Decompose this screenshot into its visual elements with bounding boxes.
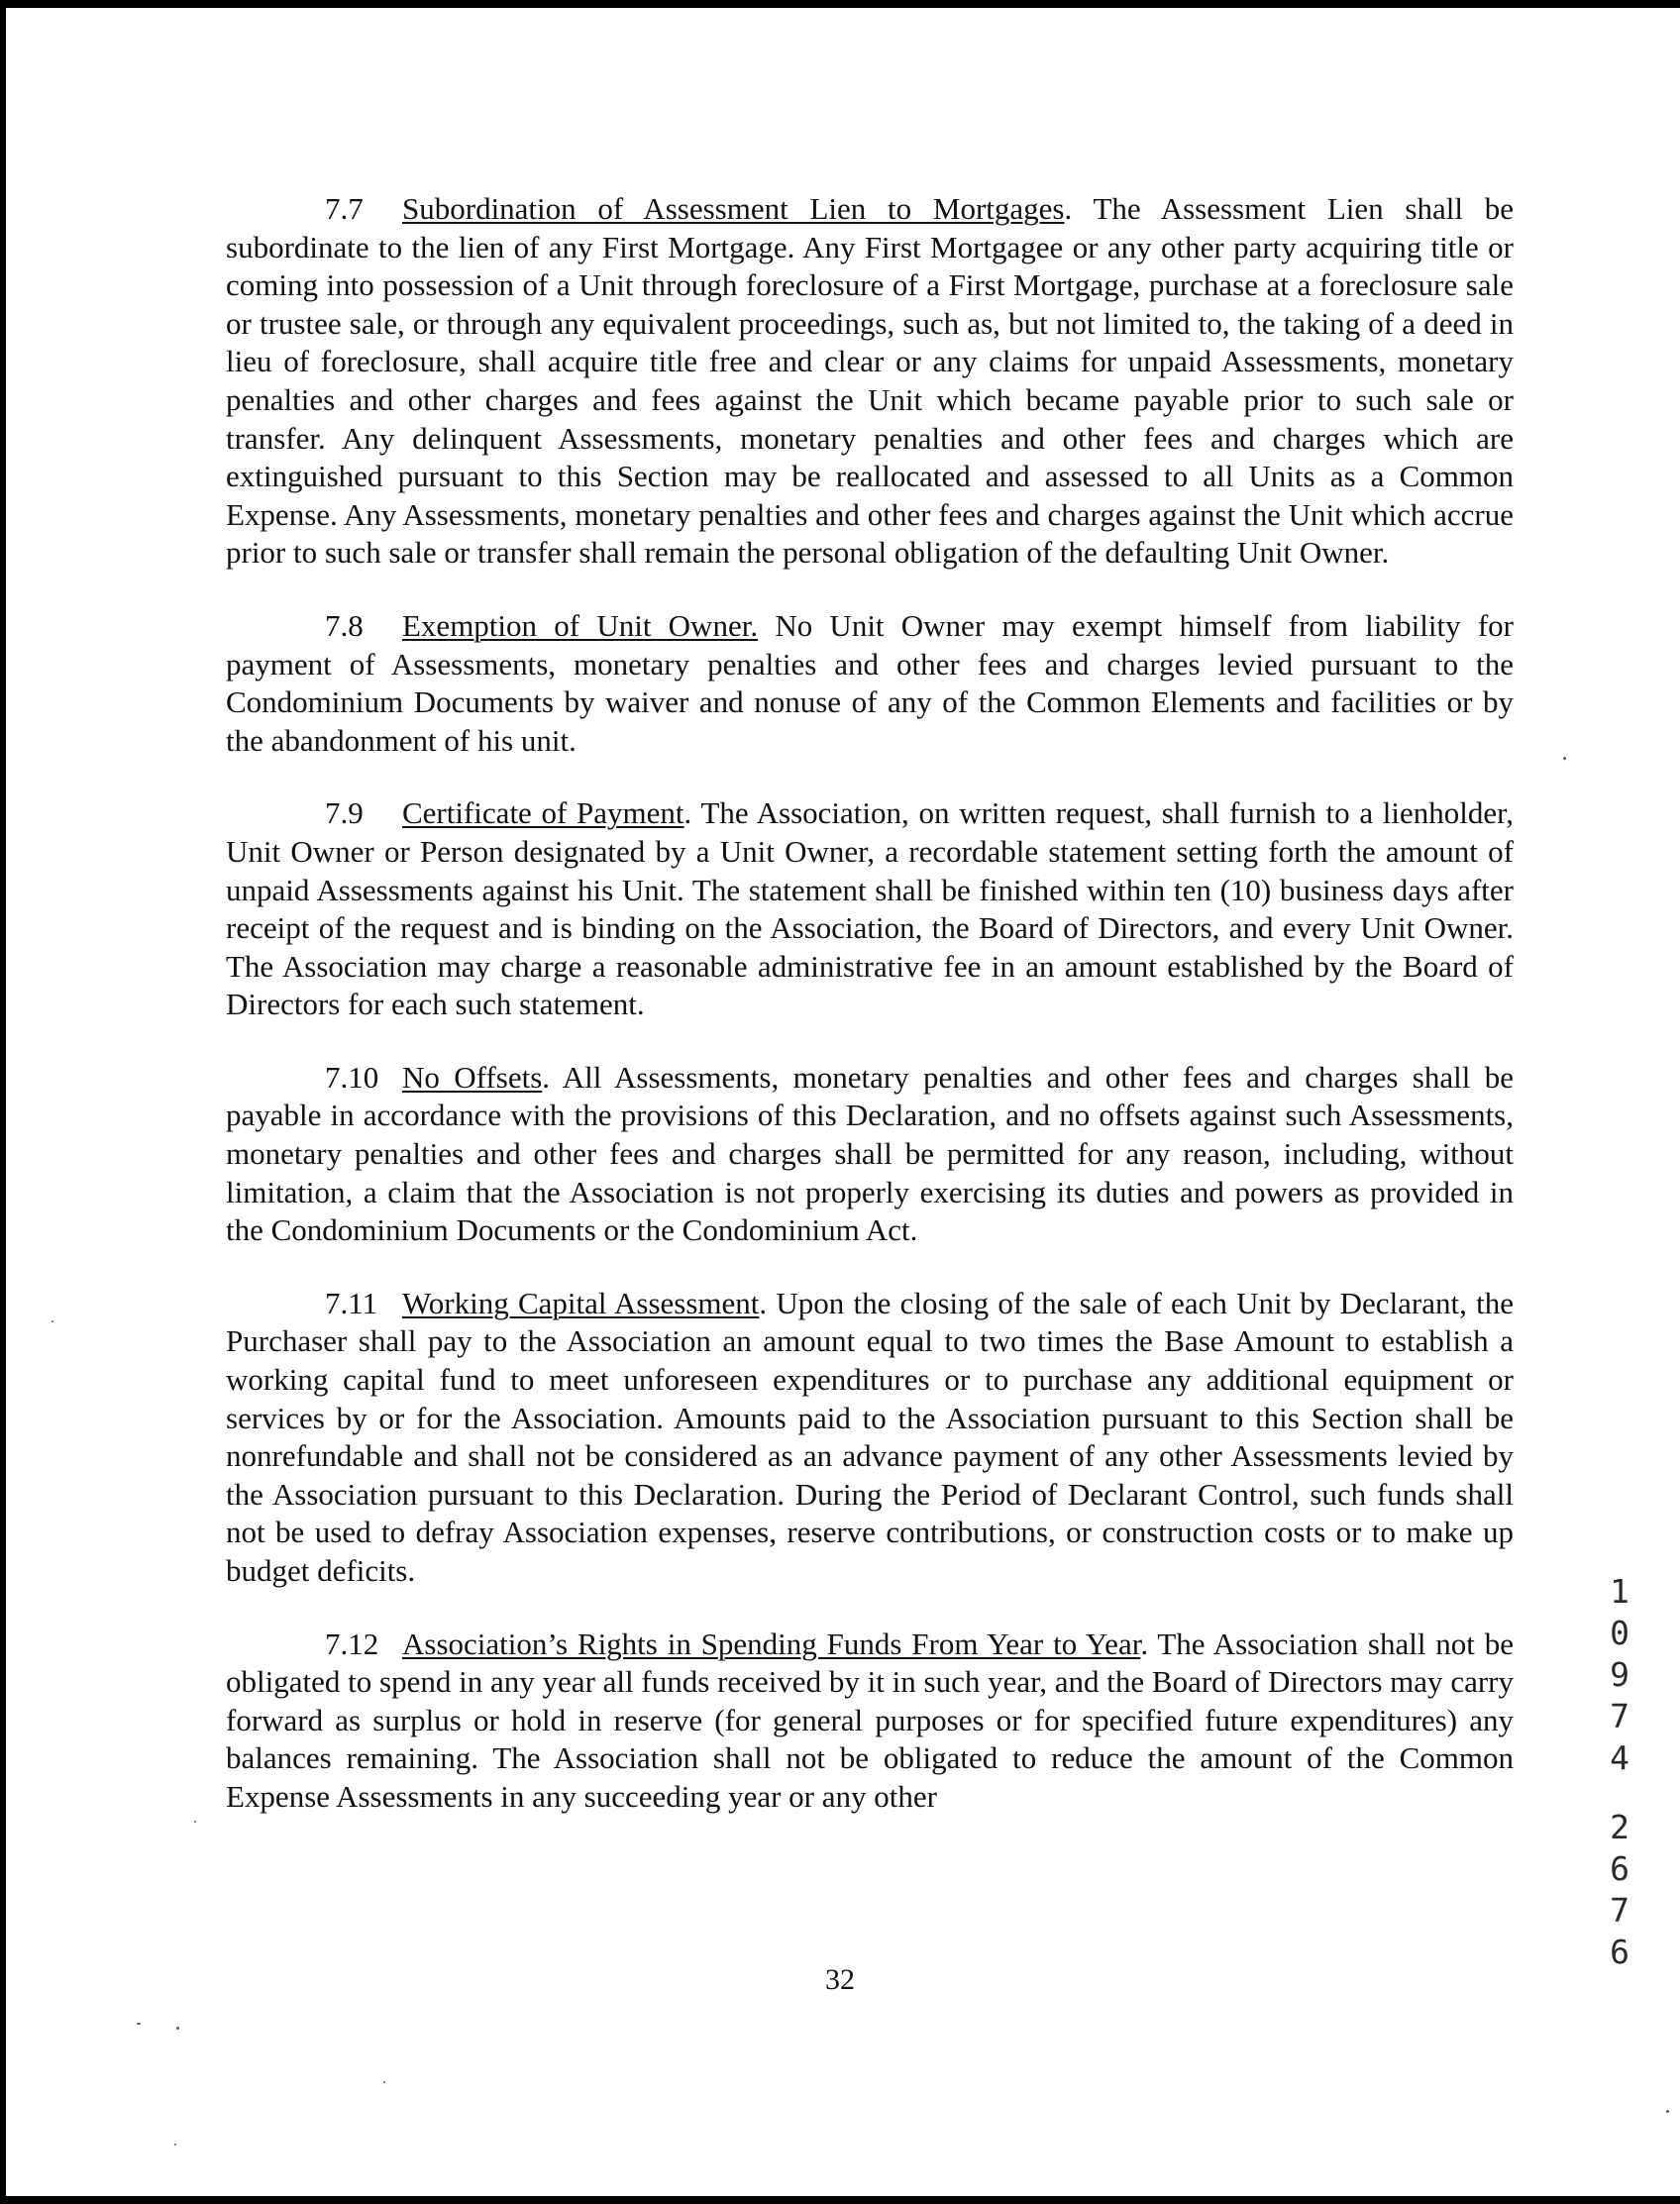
scan-border-left <box>0 0 6 2204</box>
section-number: 7.9 <box>325 795 364 831</box>
section-7-9 <box>226 794 1514 1024</box>
digit-group-gap <box>1603 1779 1636 1807</box>
scan-border-top <box>0 0 1680 8</box>
doc-digit: 2 <box>1610 1808 1629 1846</box>
doc-digit: 6 <box>1610 1933 1629 1971</box>
document-body <box>226 190 1514 1851</box>
doc-digit: 6 <box>1610 1849 1629 1888</box>
doc-digit: 7 <box>1610 1697 1629 1735</box>
section-number: 7.12 <box>325 1626 379 1661</box>
section-title: Working Capital Assessment <box>402 1285 760 1320</box>
scan-speck <box>1563 757 1566 760</box>
section-title: Certificate of Payment <box>402 795 684 831</box>
section-title: No Offsets <box>402 1059 543 1095</box>
doc-digit: 1 <box>1610 1572 1629 1611</box>
section-body: . All Assessments, monetary penalties and other fees and charges shall be payable in accordance with the provisions of this Declaration, and no offsets against such Assessments, monetary penalties and other fees and charges shall be permitted for any reason, including, without limitation, a claim that the Association is not properly exercising its duties and powers as provided in the Condominium Documents or the Condominium Act. <box>226 1059 1514 1248</box>
scan-speck <box>1666 2110 1669 2113</box>
section-body: No Unit Owner may exempt himself from liability for payment of Assessments, monetary penalties and other fees and charges levied pursuant to the Condominium Documents by waiver and nonuse of any of the Common Elements and facilities or by the abandonment of his unit. <box>226 607 1514 758</box>
section-7-10 <box>226 1059 1514 1250</box>
section-body: . The Assessment Lien shall be subordinate to the lien of any First Mortgage. Any First Mortgagee or any other party acquiring title or coming into possession of a Unit through foreclosure of a First Mortgage, purchase at a foreclosure sale or trustee sale, or through any equivalent proceedings, such as, but not limited to, the taking of a deed in lieu of foreclosure, shall acquire title free and clear or any claims for unpaid Assessments, monetary penalties and other charges and fees against the Unit which became payable prior to such sale or transfer. Any delinquent Assessments, monetary penalties and other fees and charges which are extinguished pursuant to this Section may be reallocated and assessed to all Units as a Common Expense. Any Assessments, monetary penalties and other fees and charges against the Unit which accrue prior to such sale or transfer shall remain the personal obligation of the defaulting Unit Owner. <box>226 191 1514 571</box>
section-body: . The Association shall not be obligated to spend in any year all funds received by it in such year, and the Board of Directors may carry forward as surplus or hold in reserve (for general purposes or for specified future expenditures) any balances remaining. The Association shall not be obligated to reduce the amount of the Common Expense Assessments in any succeeding year or any other <box>226 1626 1515 1814</box>
scan-speck <box>174 2144 176 2146</box>
margin-document-number <box>1603 1571 1636 1973</box>
doc-digit: 4 <box>1610 1738 1629 1777</box>
section-number: 7.8 <box>325 607 364 643</box>
section-title: Exemption of Unit Owner. <box>402 607 759 643</box>
section-7-7 <box>226 190 1514 573</box>
doc-digit: 0 <box>1610 1614 1629 1652</box>
doc-digit: 7 <box>1610 1891 1629 1930</box>
section-number: 7.7 <box>325 191 364 226</box>
section-number: 7.10 <box>325 1059 379 1095</box>
section-7-8 <box>226 607 1514 760</box>
section-number: 7.11 <box>325 1285 378 1320</box>
section-body: . Upon the closing of the sale of each Unit by Declarant, the Purchaser shall pay to the Association an amount equal to two times the Base Amount to establish a working capital fund to meet unforeseen expenditures or to purchase any additional equipment or services by or for the Association. Amounts paid to the Association pursuant to this Section shall be nonrefundable and shall not be considered as an advance payment of any other Assessments levied by the Association pursuant to this Declaration. During the Period of Declarant Control, such funds shall not be used to defray Association expenses, reserve contributions, or construction costs or to make up budget deficits. <box>226 1285 1514 1588</box>
section-body: . The Association, on written request, shall furnish to a lienholder, Unit Owner or Person designated by a Unit Owner, a recordable statement setting forth the amount of unpaid Assessments against his Unit. The statement shall be finished within ten (10) business days after receipt of the request and is binding on the Association, the Board of Directors, and every Unit Owner. The Association may charge a reasonable administrative fee in an amount established by the Board of Directors for each such statement. <box>226 795 1514 1022</box>
scan-speck <box>194 1821 196 1823</box>
scan-speck <box>137 2023 141 2025</box>
section-7-11 <box>226 1285 1514 1591</box>
section-7-12 <box>226 1626 1514 1817</box>
section-title: Association’s Rights in Spending Funds From Year to Year <box>402 1626 1141 1661</box>
scan-border-bottom <box>0 2196 1680 2204</box>
scan-speck <box>52 1320 53 1322</box>
doc-digit: 9 <box>1610 1655 1629 1694</box>
section-title: Subordination of Assessment Lien to Mortgages <box>402 191 1065 226</box>
scan-speck <box>383 2081 385 2083</box>
scan-speck <box>176 2027 179 2030</box>
page-number: 32 <box>825 1963 855 1996</box>
